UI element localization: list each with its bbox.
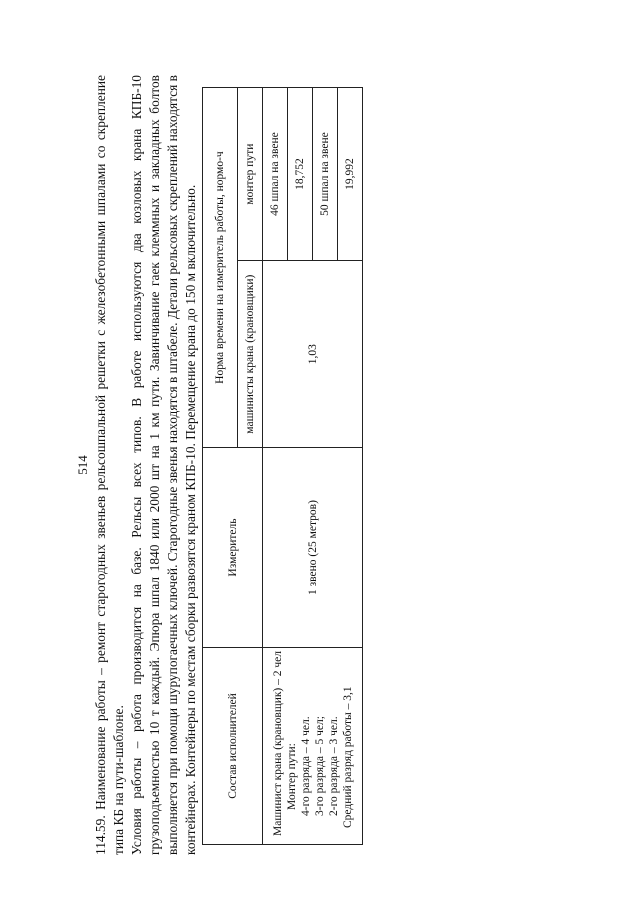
work-conditions: Условия работы – работа производится на базе. Рельсы всех типов. В работе используются два козловых крана КПБ-10 грузоподъемностью 10 т каждый. Эпюра шпал 1840 или 2000 шт на 1 км пути. Завинчивание гаек клеммных и закладных болтов выполняется при помощи шурупогаечных ключей. Старогодные звенья находятся в штабеле. Детали рельсовых скреплений находятся в контейнерах. Контейнеры по местам сборки развозятся краном КПБ-10. Перемещение крана до 150 м включительно. <box>129 75 198 855</box>
subheader-fitter: монтер пути <box>238 88 263 261</box>
crane-value-cell: 1,03 <box>263 261 363 448</box>
crew-line: Средний разряд работы – 3,1 <box>341 686 354 828</box>
crew-line: 4-го разряда – 4 чел. <box>299 716 312 816</box>
header-crew: Состав исполнителей <box>203 647 263 844</box>
row-50-value: 19,992 <box>338 88 363 261</box>
norm-table <box>202 87 363 845</box>
work-title: 114.59. Наименование работы – ремонт старогодных звеньев рельсошпальной решетки с железобетонными шпалами со скрепление типа КБ на пути-шаблоне. <box>93 75 126 855</box>
meter-cell: 1 звено (25 метров) <box>263 448 363 648</box>
crew-line: 3-го разряда – 5 чел; <box>313 716 326 816</box>
page-number: 514 <box>75 455 90 475</box>
crew-line: Машинист крана (крановщик) – 2 чел <box>271 650 284 836</box>
rotated-page <box>75 75 385 855</box>
body-text <box>92 75 200 855</box>
header-norm: Норма времени на измеритель работы, нормо-ч <box>203 88 238 448</box>
row-46-value: 18,752 <box>288 88 313 261</box>
crew-cell <box>263 647 363 844</box>
crew-line: 2-го разряда – 3 чел. <box>327 716 340 816</box>
header-meter: Измеритель <box>203 448 263 648</box>
row-50-label: 50 шпал на звене <box>313 88 338 261</box>
subheader-crane: машинисты крана (крановщики) <box>238 261 263 448</box>
row-46-label: 46 шпал на звене <box>263 88 288 261</box>
crew-line: Монтер пути: <box>285 743 298 810</box>
